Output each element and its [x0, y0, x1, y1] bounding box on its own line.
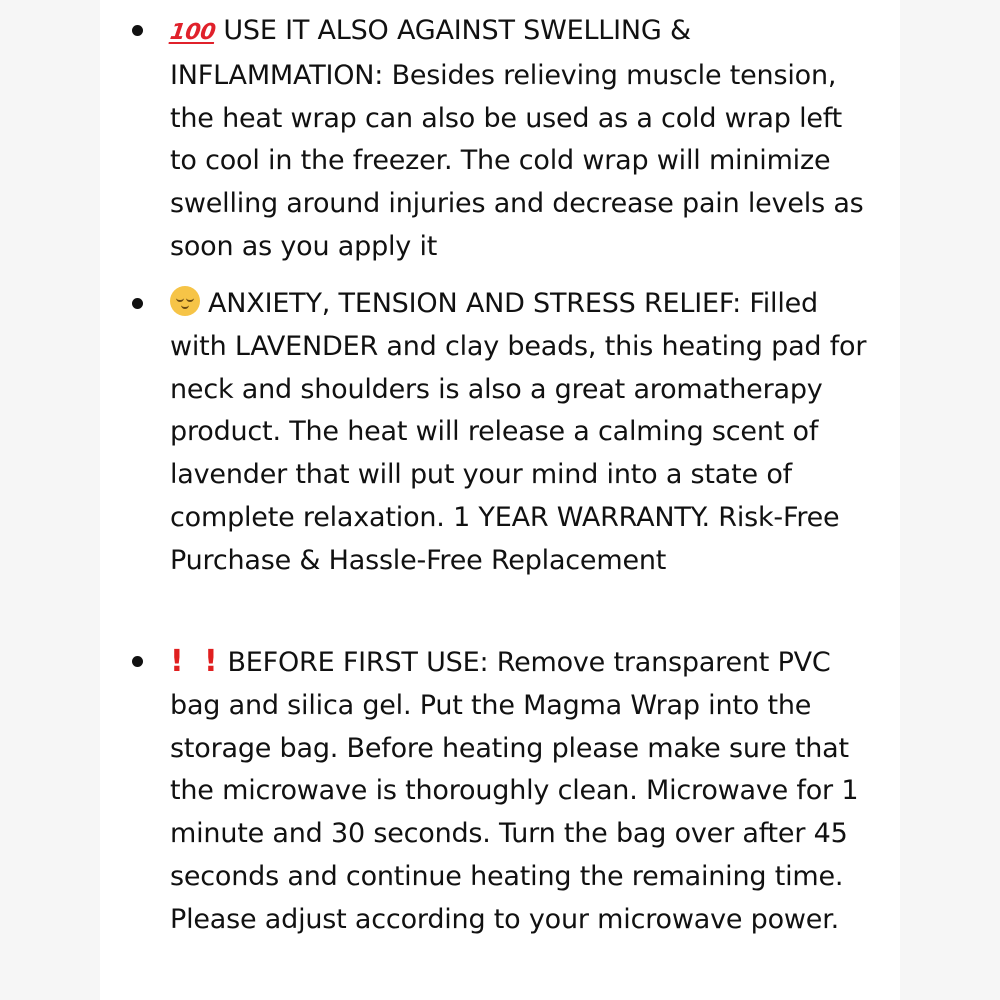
list-item [170, 641, 870, 942]
product-description [100, 0, 900, 1000]
bullet-dot [132, 25, 143, 36]
left-margin [0, 0, 100, 1000]
bullet-dot [132, 656, 143, 667]
list-item-text: USE IT ALSO AGAINST SWELLING & INFLAMMATION: Besides relieving muscle tension, the heat wrap can also be used as a cold wrap left to cool in the freezer. The cold wrap will minimize swelling around injuries and decrease pain levels as soon as you apply it [170, 15, 864, 262]
relieved-face-icon [170, 286, 200, 316]
list-item-text: ANXIETY, TENSION AND STRESS RELIEF: Filled with LAVENDER and clay beads, this heating pad for neck and shoulders is also a great aromatherapy product. The heat will release a calming scent of lavender that will put your mind into a state of complete relaxation. 1 YEAR WARRANTY. Risk-Free Purchase & Hassle-Free Replacement [170, 288, 867, 576]
right-margin [900, 0, 1000, 1000]
bullet-dot [132, 298, 143, 309]
exclamation-marks-icon: ! ! [170, 644, 218, 679]
list-item [170, 283, 870, 583]
list-item-text: BEFORE FIRST USE: Remove transparent PVC bag and silica gel. Put the Magma Wrap into the storage bag. Before heating please make sure that the microwave is thoroughly clean. Microwave for 1 minute and 30 seconds. Turn the bag over after 45 seconds and continue heating the remaining time. Please adjust according to your microwave power. [170, 647, 859, 935]
list-item [170, 10, 870, 269]
hundred-points-icon: 100 [168, 20, 218, 45]
